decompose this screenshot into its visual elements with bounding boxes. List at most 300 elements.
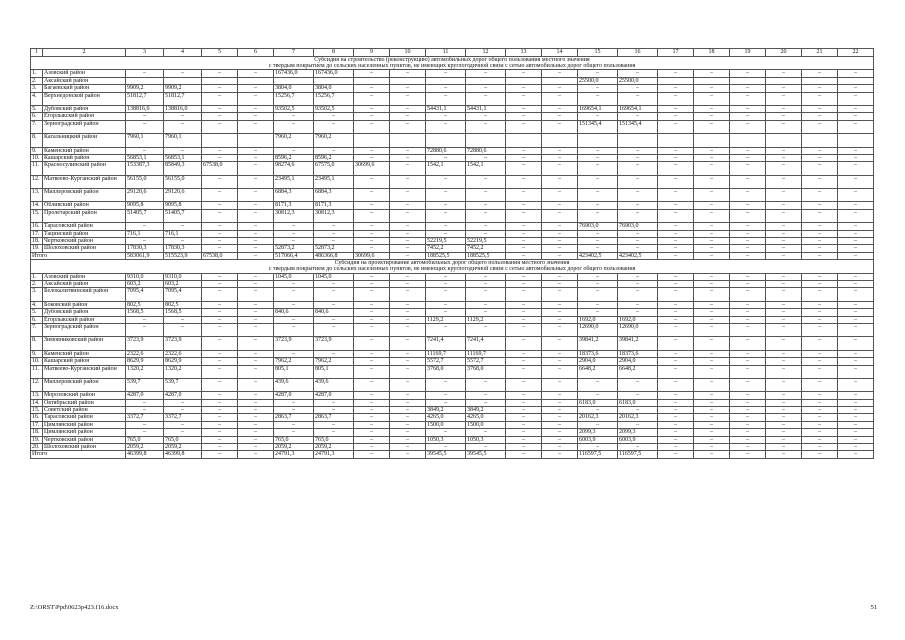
value-cell: –: [314, 120, 354, 133]
value-cell: –: [354, 70, 390, 77]
value-cell: 23495,1: [314, 175, 354, 188]
value-cell: –: [766, 245, 802, 252]
value-cell: –: [426, 392, 466, 399]
value-cell: –: [766, 392, 802, 399]
value-cell: –: [802, 105, 838, 112]
value-cell: –: [730, 337, 766, 350]
column-number: 14: [542, 49, 578, 57]
value-cell: –: [390, 92, 426, 105]
value-cell: –: [802, 162, 838, 175]
value-cell: –: [390, 120, 426, 133]
table-row: [31, 105, 874, 112]
value-cell: 1692,0: [578, 316, 618, 323]
total-value: 24791,3: [274, 451, 314, 458]
value-cell: 7962,2: [314, 358, 354, 365]
value-cell: –: [730, 358, 766, 365]
section-title-row: [31, 57, 874, 70]
value-cell: –: [202, 92, 238, 105]
value-cell: 52219,5: [426, 238, 466, 245]
value-cell: –: [202, 429, 238, 436]
value-cell: –: [658, 337, 694, 350]
value-cell: [618, 134, 658, 147]
value-cell: –: [466, 70, 506, 77]
value-cell: –: [730, 288, 766, 301]
value-cell: –: [766, 337, 802, 350]
total-value: 486366,8: [314, 252, 354, 259]
value-cell: –: [838, 105, 874, 112]
value-cell: –: [730, 414, 766, 421]
value-cell: –: [802, 154, 838, 161]
total-value: –: [694, 252, 730, 259]
value-cell: 3849,2: [466, 407, 506, 414]
value-cell: 716,1: [164, 230, 202, 237]
value-cell: –: [838, 202, 874, 209]
value-cell: –: [542, 113, 578, 120]
value-cell: –: [274, 113, 314, 120]
value-cell: 716,1: [126, 230, 164, 237]
value-cell: –: [314, 350, 354, 357]
value-cell: –: [238, 238, 274, 245]
value-cell: –: [802, 175, 838, 188]
value-cell: –: [730, 85, 766, 92]
value-cell: –: [578, 309, 618, 316]
value-cell: –: [354, 281, 390, 288]
value-cell: –: [658, 105, 694, 112]
value-cell: 2099,3: [618, 429, 658, 436]
district-name: Каменский район: [43, 147, 126, 154]
value-cell: –: [466, 309, 506, 316]
value-cell: –: [238, 288, 274, 301]
value-cell: [838, 134, 874, 147]
row-number: 15.: [31, 209, 43, 222]
value-cell: –: [390, 85, 426, 92]
value-cell: 30812,3: [314, 209, 354, 222]
value-cell: –: [390, 378, 426, 391]
value-cell: –: [730, 223, 766, 230]
value-cell: –: [506, 323, 542, 336]
table-row: [31, 238, 874, 245]
row-number: 11.: [31, 365, 43, 378]
value-cell: 3804,0: [274, 85, 314, 92]
value-cell: –: [694, 399, 730, 406]
total-value: –: [390, 451, 426, 458]
value-cell: –: [766, 358, 802, 365]
value-cell: –: [506, 429, 542, 436]
total-value: –: [238, 451, 274, 458]
value-cell: –: [542, 70, 578, 77]
value-cell: 67538,0: [202, 162, 238, 175]
district-name: Белокалитвинский район: [43, 288, 126, 301]
value-cell: –: [766, 309, 802, 316]
value-cell: 2059,2: [126, 444, 164, 451]
value-cell: –: [802, 323, 838, 336]
value-cell: –: [618, 162, 658, 175]
value-cell: –: [506, 378, 542, 391]
value-cell: 56853,1: [164, 154, 202, 161]
value-cell: [802, 134, 838, 147]
value-cell: –: [658, 273, 694, 280]
value-cell: –: [314, 429, 354, 436]
value-cell: –: [838, 209, 874, 222]
total-value: –: [838, 451, 874, 458]
value-cell: –: [238, 113, 274, 120]
value-cell: –: [506, 175, 542, 188]
value-cell: –: [694, 147, 730, 154]
value-cell: 18373,6: [578, 350, 618, 357]
value-cell: –: [506, 154, 542, 161]
value-cell: [766, 77, 802, 84]
district-name: Аксайский район: [43, 77, 126, 84]
table-row: [31, 245, 874, 252]
value-cell: –: [126, 147, 164, 154]
value-cell: –: [802, 245, 838, 252]
value-cell: –: [802, 414, 838, 421]
value-cell: –: [126, 113, 164, 120]
value-cell: 539,7: [164, 378, 202, 391]
value-cell: –: [658, 301, 694, 308]
value-cell: –: [542, 273, 578, 280]
value-cell: –: [354, 337, 390, 350]
value-cell: –: [766, 162, 802, 175]
value-cell: [238, 77, 274, 84]
value-cell: –: [274, 223, 314, 230]
value-cell: –: [314, 238, 354, 245]
row-number: 12.: [31, 378, 43, 391]
table-row: [31, 392, 874, 399]
value-cell: –: [694, 70, 730, 77]
value-cell: –: [694, 238, 730, 245]
value-cell: –: [766, 209, 802, 222]
value-cell: –: [466, 301, 506, 308]
value-cell: –: [354, 189, 390, 202]
value-cell: 151345,4: [618, 120, 658, 133]
column-number: 12: [466, 49, 506, 57]
value-cell: –: [766, 85, 802, 92]
value-cell: –: [766, 105, 802, 112]
value-cell: 603,2: [164, 281, 202, 288]
value-cell: –: [578, 85, 618, 92]
value-cell: –: [426, 70, 466, 77]
value-cell: –: [618, 407, 658, 414]
value-cell: –: [618, 202, 658, 209]
value-cell: –: [506, 414, 542, 421]
value-cell: –: [694, 209, 730, 222]
value-cell: –: [466, 223, 506, 230]
value-cell: –: [238, 358, 274, 365]
value-cell: –: [730, 365, 766, 378]
value-cell: 6884,3: [314, 189, 354, 202]
value-cell: –: [618, 209, 658, 222]
value-cell: –: [730, 147, 766, 154]
value-cell: 765,0: [314, 436, 354, 443]
value-cell: 7962,2: [274, 358, 314, 365]
value-cell: –: [618, 147, 658, 154]
value-cell: 20162,3: [618, 414, 658, 421]
value-cell: –: [202, 350, 238, 357]
value-cell: 2863,7: [274, 414, 314, 421]
value-cell: 805,1: [274, 365, 314, 378]
value-cell: –: [390, 189, 426, 202]
district-name: Зерноградский район: [43, 323, 126, 336]
value-cell: –: [618, 189, 658, 202]
value-cell: 12690,0: [578, 323, 618, 336]
value-cell: –: [238, 120, 274, 133]
table-row: [31, 209, 874, 222]
value-cell: –: [506, 105, 542, 112]
district-name: Матвеево-Курганский район: [43, 175, 126, 188]
value-cell: –: [542, 436, 578, 443]
value-cell: –: [802, 273, 838, 280]
value-cell: –: [658, 85, 694, 92]
value-cell: –: [202, 309, 238, 316]
table-row: [31, 189, 874, 202]
value-cell: –: [390, 154, 426, 161]
value-cell: –: [542, 350, 578, 357]
value-cell: –: [238, 209, 274, 222]
value-cell: [426, 77, 466, 84]
value-cell: [354, 77, 390, 84]
value-cell: –: [802, 337, 838, 350]
value-cell: [694, 77, 730, 84]
district-name: Боковский район: [43, 301, 126, 308]
value-cell: –: [354, 378, 390, 391]
value-cell: 4287,0: [314, 392, 354, 399]
total-value: 46399,8: [164, 451, 202, 458]
value-cell: –: [694, 337, 730, 350]
value-cell: –: [390, 436, 426, 443]
value-cell: –: [542, 175, 578, 188]
value-cell: –: [202, 421, 238, 428]
value-cell: –: [274, 407, 314, 414]
value-cell: 29120,6: [164, 189, 202, 202]
district-name: Чертковский район: [43, 238, 126, 245]
row-number: 15.: [31, 407, 43, 414]
table-row: [31, 421, 874, 428]
value-cell: –: [202, 407, 238, 414]
value-cell: [390, 134, 426, 147]
value-cell: –: [354, 120, 390, 133]
value-cell: –: [126, 316, 164, 323]
value-cell: –: [730, 444, 766, 451]
value-cell: –: [542, 399, 578, 406]
value-cell: –: [506, 316, 542, 323]
value-cell: [542, 134, 578, 147]
value-cell: –: [202, 444, 238, 451]
value-cell: –: [658, 378, 694, 391]
value-cell: –: [238, 323, 274, 336]
value-cell: –: [542, 230, 578, 237]
value-cell: –: [578, 273, 618, 280]
total-value: –: [506, 252, 542, 259]
value-cell: –: [466, 230, 506, 237]
column-number: 10: [390, 49, 426, 57]
value-cell: –: [390, 407, 426, 414]
value-cell: –: [802, 436, 838, 443]
value-cell: –: [126, 323, 164, 336]
value-cell: 7095,4: [164, 288, 202, 301]
value-cell: –: [694, 414, 730, 421]
value-cell: –: [578, 281, 618, 288]
value-cell: –: [766, 70, 802, 77]
value-cell: –: [694, 230, 730, 237]
value-cell: –: [838, 147, 874, 154]
row-number: 6.: [31, 113, 43, 120]
value-cell: –: [658, 444, 694, 451]
section-title: [31, 57, 874, 70]
row-number: 19.: [31, 436, 43, 443]
value-cell: 7960,2: [274, 134, 314, 147]
column-number: 13: [506, 49, 542, 57]
district-name: Обливский район: [43, 202, 126, 209]
value-cell: 840,6: [274, 309, 314, 316]
value-cell: –: [354, 323, 390, 336]
value-cell: –: [202, 281, 238, 288]
value-cell: [314, 77, 354, 84]
table-row: [31, 444, 874, 451]
value-cell: –: [506, 92, 542, 105]
value-cell: –: [390, 202, 426, 209]
value-cell: –: [838, 337, 874, 350]
value-cell: –: [766, 421, 802, 428]
value-cell: –: [314, 301, 354, 308]
value-cell: –: [694, 162, 730, 175]
value-cell: –: [274, 399, 314, 406]
value-cell: –: [542, 365, 578, 378]
value-cell: –: [426, 113, 466, 120]
value-cell: 25500,0: [578, 77, 618, 84]
value-cell: –: [802, 147, 838, 154]
value-cell: –: [506, 309, 542, 316]
value-cell: –: [506, 223, 542, 230]
value-cell: 9310,0: [164, 273, 202, 280]
value-cell: –: [314, 323, 354, 336]
value-cell: 2904,0: [618, 358, 658, 365]
value-cell: –: [838, 414, 874, 421]
value-cell: –: [426, 309, 466, 316]
value-cell: 802,5: [126, 301, 164, 308]
value-cell: –: [314, 113, 354, 120]
value-cell: –: [202, 273, 238, 280]
value-cell: 9095,8: [164, 202, 202, 209]
value-cell: –: [426, 85, 466, 92]
value-cell: –: [542, 281, 578, 288]
value-cell: –: [578, 189, 618, 202]
value-cell: –: [238, 70, 274, 77]
value-cell: –: [838, 92, 874, 105]
value-cell: –: [694, 421, 730, 428]
value-cell: 1129,2: [466, 316, 506, 323]
value-cell: 72880,6: [466, 147, 506, 154]
value-cell: –: [202, 245, 238, 252]
table-row: [31, 358, 874, 365]
value-cell: 4287,0: [164, 392, 202, 399]
value-cell: 169654,1: [618, 105, 658, 112]
value-cell: 20162,3: [578, 414, 618, 421]
value-cell: –: [426, 323, 466, 336]
value-cell: –: [542, 238, 578, 245]
section-title-line: с твердым покрытием до сельских населенных пунктов, не имеющих круглогодичной связи с сетью автомобильных дорог общего пользования: [268, 63, 636, 70]
value-cell: –: [506, 350, 542, 357]
value-cell: [838, 77, 874, 84]
value-cell: –: [694, 113, 730, 120]
value-cell: –: [238, 230, 274, 237]
value-cell: [202, 77, 238, 84]
value-cell: –: [578, 407, 618, 414]
value-cell: –: [390, 316, 426, 323]
total-value: –: [766, 252, 802, 259]
value-cell: –: [506, 337, 542, 350]
value-cell: –: [126, 223, 164, 230]
value-cell: –: [802, 113, 838, 120]
value-cell: –: [126, 421, 164, 428]
value-cell: –: [838, 365, 874, 378]
value-cell: –: [618, 230, 658, 237]
value-cell: –: [202, 120, 238, 133]
value-cell: –: [542, 223, 578, 230]
value-cell: 17830,3: [164, 245, 202, 252]
value-cell: –: [506, 407, 542, 414]
value-cell: –: [164, 316, 202, 323]
value-cell: –: [466, 202, 506, 209]
value-cell: –: [766, 444, 802, 451]
row-number: 10.: [31, 358, 43, 365]
value-cell: –: [730, 392, 766, 399]
value-cell: 9909,2: [126, 85, 164, 92]
value-cell: 29120,6: [126, 189, 164, 202]
value-cell: –: [658, 202, 694, 209]
column-number: 16: [618, 49, 658, 57]
value-cell: –: [506, 444, 542, 451]
value-cell: –: [578, 238, 618, 245]
value-cell: –: [730, 309, 766, 316]
value-cell: 1045,0: [314, 273, 354, 280]
value-cell: –: [838, 162, 874, 175]
total-value: –: [766, 451, 802, 458]
district-name: Октябрьский район: [43, 399, 126, 406]
value-cell: [658, 77, 694, 84]
value-cell: –: [238, 147, 274, 154]
value-cell: –: [730, 378, 766, 391]
value-cell: –: [730, 399, 766, 406]
value-cell: –: [238, 429, 274, 436]
value-cell: –: [274, 147, 314, 154]
value-cell: [238, 134, 274, 147]
value-cell: –: [838, 309, 874, 316]
total-value: 515523,9: [164, 252, 202, 259]
value-cell: –: [578, 378, 618, 391]
value-cell: 12690,0: [618, 323, 658, 336]
value-cell: –: [802, 407, 838, 414]
value-cell: –: [658, 70, 694, 77]
column-number: 6: [238, 49, 274, 57]
row-number: 11.: [31, 162, 43, 175]
value-cell: 3849,2: [426, 407, 466, 414]
value-cell: –: [354, 429, 390, 436]
value-cell: –: [838, 358, 874, 365]
value-cell: –: [838, 70, 874, 77]
value-cell: 54431,1: [466, 105, 506, 112]
district-name: Багаевский район: [43, 85, 126, 92]
value-cell: –: [578, 162, 618, 175]
value-cell: –: [314, 230, 354, 237]
value-cell: –: [766, 273, 802, 280]
value-cell: [730, 134, 766, 147]
value-cell: 72880,6: [426, 147, 466, 154]
table-row: [31, 70, 874, 77]
value-cell: –: [238, 392, 274, 399]
value-cell: –: [354, 444, 390, 451]
row-number: 8.: [31, 337, 43, 350]
